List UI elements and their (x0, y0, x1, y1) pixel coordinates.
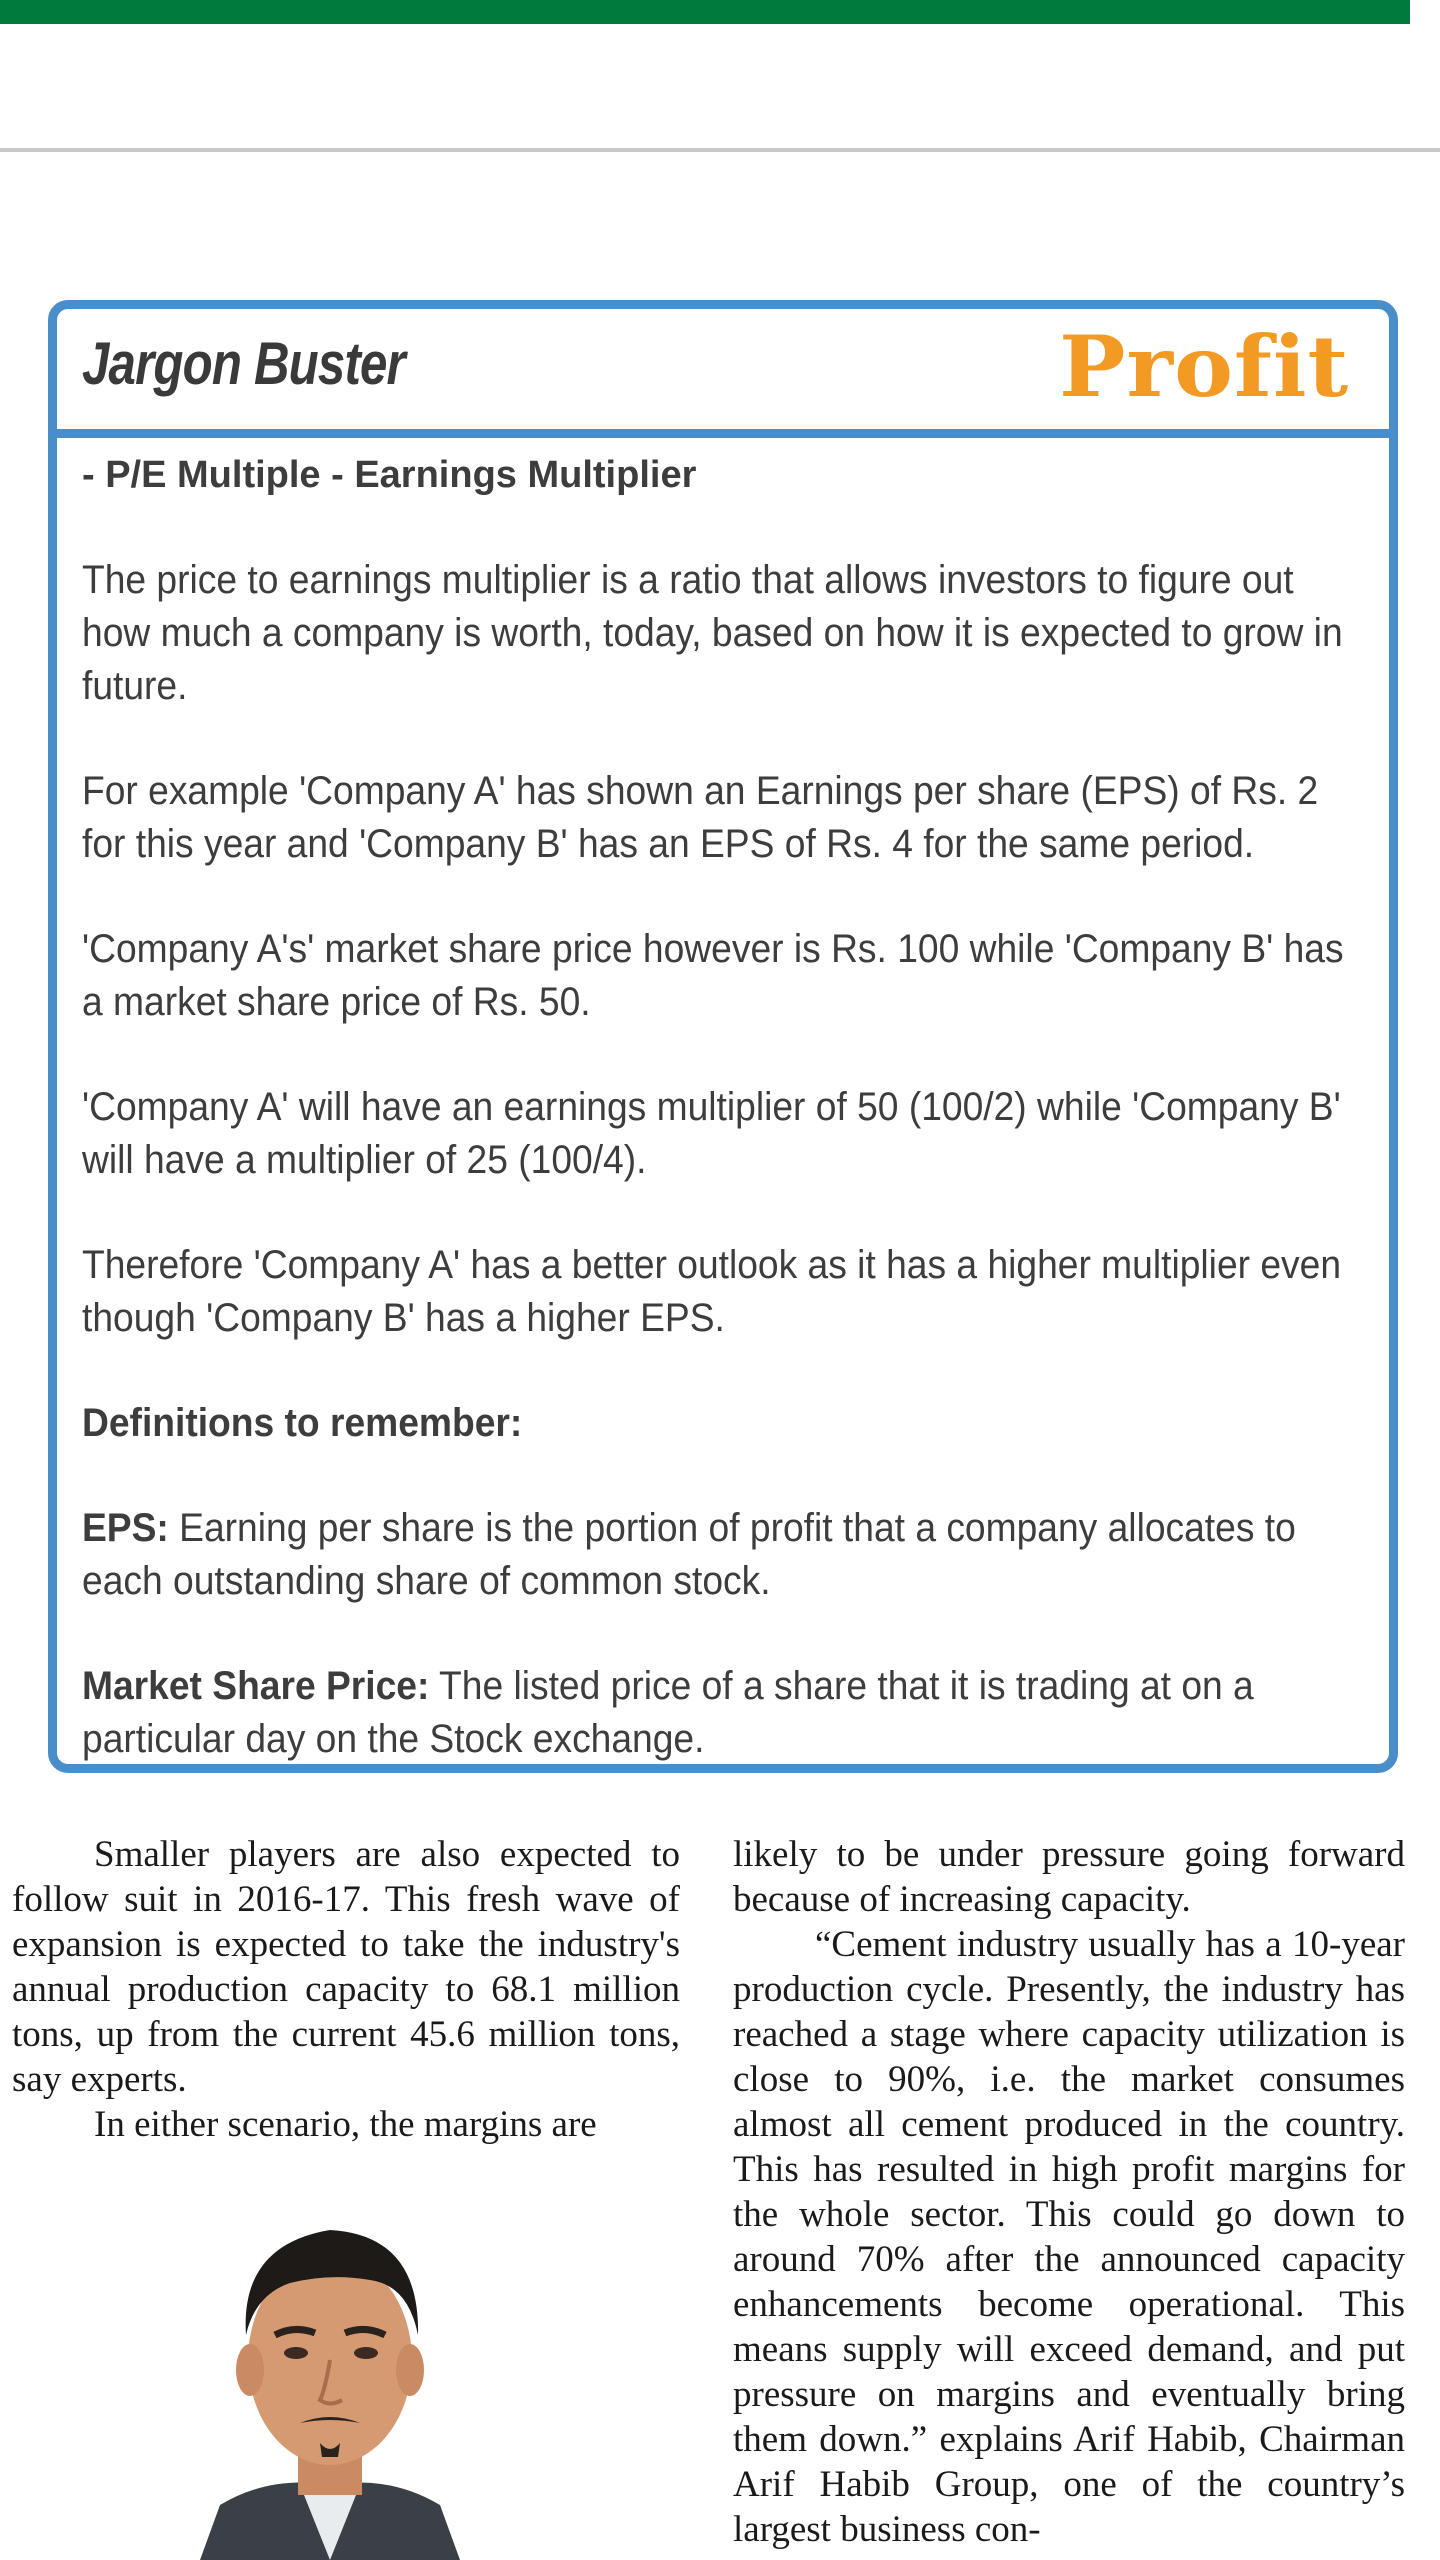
profit-logo: Profit (1058, 317, 1349, 416)
article-paragraph: likely to be under pressure going forward because of increasing capacity. (733, 1834, 1405, 1920)
box-header (57, 309, 1389, 438)
article-paragraph: “Cement industry usually has a 10-year production cycle. Presently, the industry has reached a stage where capacity utilization is close to 90%, i.e. the market consumes almost all cement produced in the country. This has resulted in high profit margins for the whole sector. This could go down to around 70% after the announced capacity enhancements become operational. This means supply will exceed demand, and put pressure on margins and eventually bring them down.” explains Arif Habib, Chairman Arif Habib Group, one of the country’s largest business con- (733, 1924, 1405, 2550)
paragraph-4: 'Company A' will have an earnings multiplier of 50 (100/2) while 'Company B' will have a multiplier of 25 (100/4). (82, 1085, 1341, 1182)
paragraph-1: The price to earnings multiplier is a ratio that allows investors to figure out how much a company is worth, today, based on how it is expected to grow in future. (82, 558, 1343, 708)
box-subtitle: - P/E Multiple - Earnings Multiplier (82, 454, 697, 496)
box-title: Jargon Buster (82, 330, 405, 397)
definitions-title: Definitions to remember: (82, 1401, 523, 1445)
definition-term: Market Share Price: (82, 1664, 430, 1708)
paragraph-2: For example 'Company A' has shown an Earnings per share (EPS) of Rs. 2 for this year and 'Company B' has an EPS of Rs. 4 for the same period. (82, 769, 1319, 866)
header-divider (0, 148, 1440, 152)
box-body (82, 449, 1362, 1818)
jargon-buster-box (48, 300, 1398, 1773)
article-left-column (12, 1832, 680, 2147)
definition-market-share-price (82, 1660, 1362, 1766)
definition-text: Earning per share is the portion of profit that a company allocates to each outstanding share of common stock. (82, 1506, 1296, 1603)
definition-text: The listed price of a share that it is trading at on a particular day on the Stock exchange. (82, 1664, 1254, 1761)
article-paragraph: In either scenario, the margins are (94, 2104, 597, 2145)
article-right-column (733, 1832, 1405, 2552)
top-green-bar (0, 0, 1410, 24)
definition-eps (82, 1502, 1362, 1608)
portrait-photo (180, 2185, 480, 2560)
paragraph-5: Therefore 'Company A' has a better outlook as it has a higher multiplier even though 'Company B' has a higher EPS. (82, 1243, 1342, 1340)
definition-term: EPS: (82, 1506, 169, 1550)
article-paragraph: Smaller players are also expected to follow suit in 2016-17. This fresh wave of expansion is expected to take the industry's annual production capacity to 68.1 million tons, up from the current 45.6 million tons, say experts. (12, 1834, 680, 2100)
paragraph-3: 'Company A's' market share price however is Rs. 100 while 'Company B' has a market share price of Rs. 50. (82, 927, 1344, 1024)
